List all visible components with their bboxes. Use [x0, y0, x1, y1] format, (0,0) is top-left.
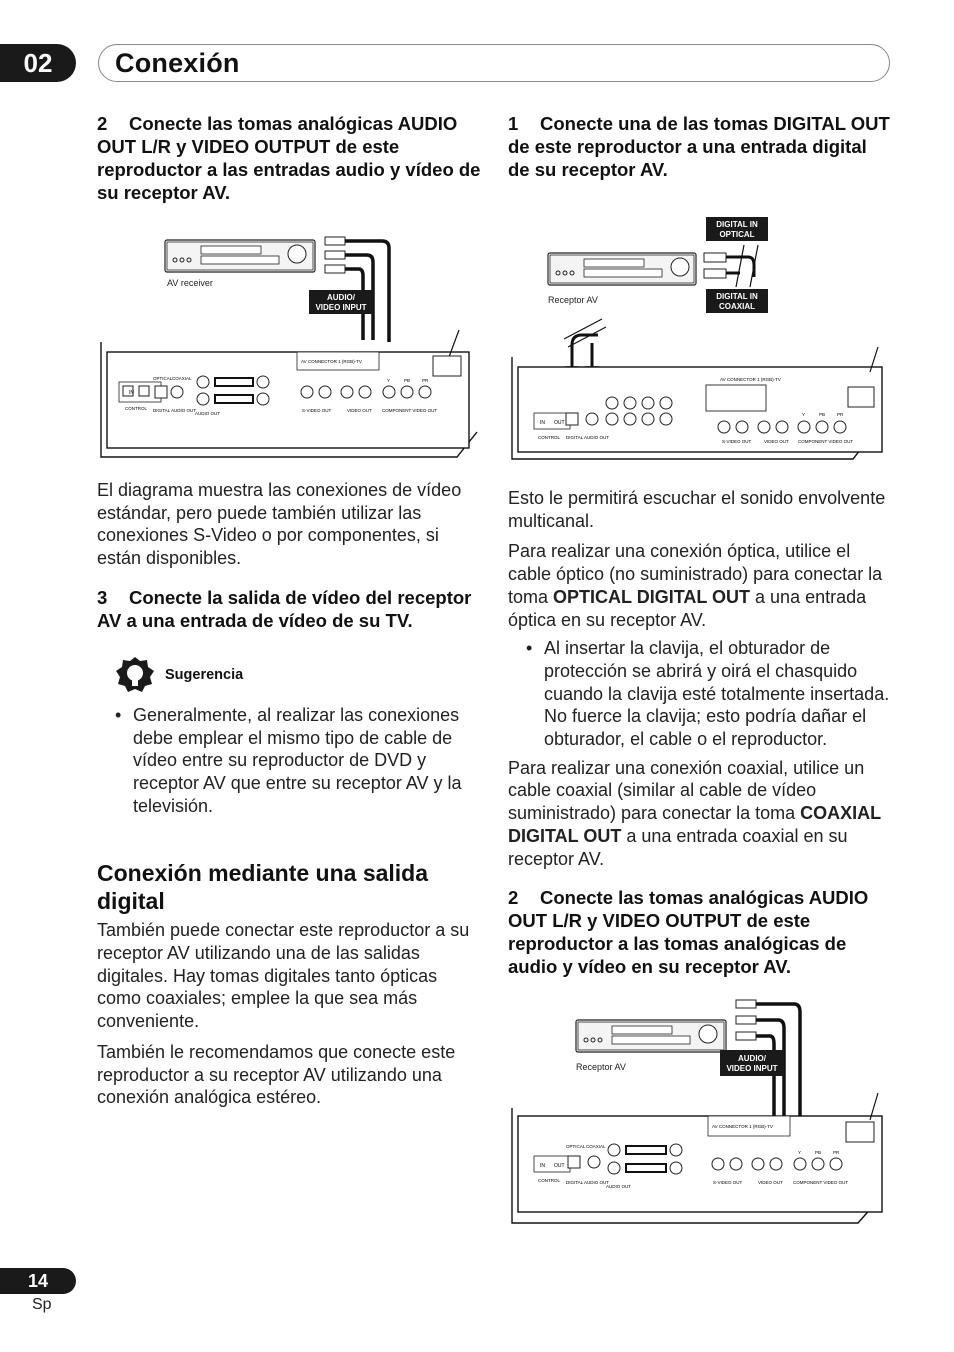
svg-text:IN: IN: [129, 390, 134, 396]
step-1-right: 1 Conecte una de las tomas DIGITAL OUT de este reproductor a una entrada digital de su receptor AV.: [508, 113, 890, 180]
svg-text:PR: PR: [833, 1150, 840, 1156]
av-input-tag-line1-right: AUDIO/: [738, 1054, 766, 1064]
svg-text:OPTICAL: OPTICAL: [566, 1144, 586, 1150]
right-paragraph-1: Esto le permitirá escuchar el sonido envolvente multicanal.: [508, 488, 886, 531]
svg-text:AV CONNECTOR 1 (RGB)-TV: AV CONNECTOR 1 (RGB)-TV: [712, 1124, 773, 1130]
right-column: [508, 112, 892, 1238]
svg-text:CONTROL: CONTROL: [538, 1178, 561, 1184]
svg-text:VIDEO OUT: VIDEO OUT: [764, 439, 789, 444]
page-language: Sp: [32, 1296, 52, 1313]
svg-text:AUDIO OUT: AUDIO OUT: [606, 1184, 632, 1190]
svg-text:PR: PR: [422, 378, 429, 383]
digital-in-optical-line2: OPTICAL: [719, 230, 755, 239]
digital-in-optical-line1: DIGITAL IN: [716, 220, 758, 229]
tip-header: [115, 656, 482, 694]
step-3-left: 3 Conecte la salida de vídeo del receptor AV a una entrada de vídeo de su TV.: [97, 586, 472, 631]
svg-text:OPTICAL: OPTICAL: [153, 376, 173, 381]
right-paragraph-2: Para realizar una conexión óptica, utilice el cable óptico (no suministrado) para conectar la toma OPTICAL DIGITAL OUT a una entrada óptica en su receptor AV.: [508, 541, 883, 630]
svg-text:PB: PB: [404, 378, 411, 383]
diagram-digital-connection: [508, 217, 892, 467]
svg-text:Y: Y: [802, 412, 806, 417]
left-paragraph-1: El diagrama muestra las conexiones de vídeo estándar, pero puede también utilizar las conexiones S-Video o por componentes, si están disponibles.: [97, 480, 462, 569]
left-column: [97, 112, 482, 1109]
svg-text:AV CONNECTOR 1 (RGB)-TV: AV CONNECTOR 1 (RGB)-TV: [301, 359, 362, 364]
svg-text:COMPONENT VIDEO OUT: COMPONENT VIDEO OUT: [793, 1180, 849, 1186]
step-2-right: 2 Conecte las tomas analógicas AUDIO OUT L/R y VIDEO OUTPUT de este reproductor a las tomas analógicas de audio y vídeo en su receptor AV.: [508, 887, 869, 978]
digital-in-coaxial-line2: COAXIAL: [719, 302, 755, 311]
receiver-label-digital: Receptor AV: [548, 295, 598, 305]
svg-text:PB: PB: [819, 412, 826, 417]
svg-text:OUT: OUT: [554, 420, 565, 426]
svg-text:IN: IN: [540, 420, 545, 426]
svg-text:COAXIAL: COAXIAL: [586, 1144, 606, 1150]
svg-text:Y: Y: [798, 1150, 802, 1156]
step-2-left: 2 Conecte las tomas analógicas AUDIO OUT L/R y VIDEO OUTPUT de este reproductor a las entradas audio y vídeo de su receptor AV.: [97, 113, 481, 203]
svg-text:COAXIAL: COAXIAL: [172, 376, 192, 381]
svg-text:AV CONNECTOR 1 (RGB)-TV: AV CONNECTOR 1 (RGB)-TV: [720, 377, 781, 382]
section-heading-digital: Conexión mediante una salida digital: [97, 860, 429, 915]
svg-text:S-VIDEO OUT: S-VIDEO OUT: [722, 439, 752, 444]
tip-label: Sugerencia: [165, 666, 244, 683]
chapter-number: 02: [0, 44, 76, 82]
svg-text:DIGITAL AUDIO OUT: DIGITAL AUDIO OUT: [153, 408, 197, 413]
receiver-label-analog: Receptor AV: [576, 1062, 626, 1073]
svg-text:S-VIDEO OUT: S-VIDEO OUT: [713, 1180, 743, 1186]
svg-text:IN: IN: [540, 1163, 545, 1170]
svg-text:COMPONENT VIDEO OUT: COMPONENT VIDEO OUT: [382, 408, 438, 413]
left-paragraph-2: También puede conectar este reproductor a su receptor AV utilizando una de las salidas digitales. Hay tomas digitales tanto ópticas como coaxiales; emplee la que sea más conveniente.: [97, 920, 470, 1032]
svg-text:CONTROL: CONTROL: [538, 435, 561, 440]
tip-bullet: • Generalmente, al realizar las conexiones debe emplear el mismo tipo de cable de vídeo entre su reproductor de DVD y receptor AV que entre su receptor AV y la televisión.: [115, 704, 462, 816]
page-number: 14: [0, 1268, 76, 1294]
svg-text:VIDEO OUT: VIDEO OUT: [347, 408, 372, 413]
av-input-tag-line2-right: VIDEO INPUT: [726, 1064, 778, 1074]
svg-text:Y: Y: [387, 378, 391, 383]
right-bullet: • Al insertar la clavija, el obturador de protección se abrirá y oirá el chasquido cuando la clavija esté totalmente insertada. No fuerce la clavija; esto podría dañar el obturador, el cable o el reproductor.: [526, 638, 890, 750]
receiver-label: AV receiver: [167, 278, 213, 288]
svg-text:PB: PB: [815, 1150, 822, 1156]
diagram-analog-connection-2: [508, 998, 892, 1238]
digital-in-coaxial-line1: DIGITAL IN: [716, 292, 758, 301]
chapter-title-bar: [98, 44, 890, 82]
av-input-tag-line2: VIDEO INPUT: [315, 303, 367, 312]
chapter-title: Conexión: [115, 47, 240, 78]
right-paragraph-3: Para realizar una conexión coaxial, utilice un cable coaxial (similar al cable de vídeo suministrado) para conectar la toma COAXIAL DIGITAL OUT a una entrada coaxial en su receptor AV.: [508, 757, 881, 869]
svg-text:AUDIO OUT: AUDIO OUT: [195, 411, 221, 416]
svg-text:OUT: OUT: [554, 1163, 565, 1170]
svg-text:PR: PR: [837, 412, 844, 417]
lightbulb-icon: [115, 656, 155, 694]
svg-text:VIDEO OUT: VIDEO OUT: [758, 1180, 783, 1186]
diagram-analog-connection-1: [97, 232, 482, 472]
av-input-tag-line1: AUDIO/: [327, 293, 355, 302]
left-paragraph-3: También le recomendamos que conecte este reproductor a su receptor AV utilizando una conexión analógica estéreo.: [97, 1041, 456, 1108]
svg-text:COMPONENT VIDEO OUT: COMPONENT VIDEO OUT: [798, 439, 854, 444]
svg-text:DIGITAL AUDIO OUT: DIGITAL AUDIO OUT: [566, 1180, 610, 1186]
svg-text:CONTROL: CONTROL: [125, 406, 148, 411]
svg-text:S-VIDEO OUT: S-VIDEO OUT: [302, 408, 332, 413]
svg-text:DIGITAL AUDIO OUT: DIGITAL AUDIO OUT: [566, 435, 610, 440]
